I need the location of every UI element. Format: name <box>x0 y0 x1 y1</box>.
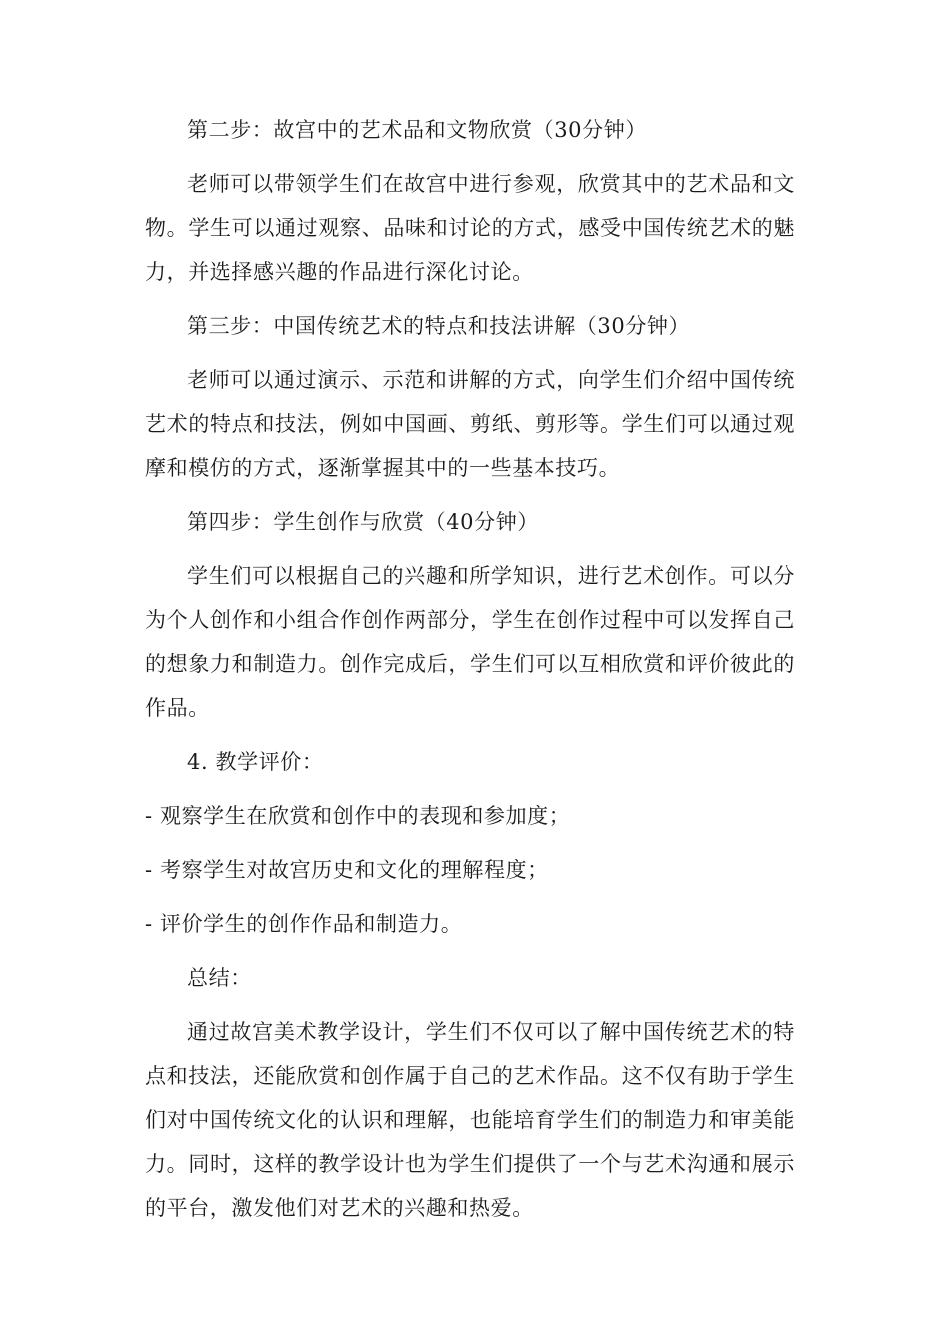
summary-heading: 总结： <box>187 966 252 990</box>
step-two-heading: 第二步：故宫中的艺术品和文物欣赏（30分钟） <box>187 118 647 142</box>
step-three-paragraph: 老师可以通过演示、示范和讲解的方式，向学生们介绍中国传统艺术的特点和技法，例如中国画、剪纸、剪形等。学生们可以通过观摩和模仿的方式，逐渐掌握其中的一些基本技巧。 <box>145 368 795 480</box>
document-body <box>145 108 795 1240</box>
evaluation-heading: 4. 教学评价： <box>187 750 324 774</box>
step-four-heading: 第四步：学生创作与欣赏（40分钟） <box>187 510 539 534</box>
step-three-heading: 第三步：中国传统艺术的特点和技法讲解（30分钟） <box>187 314 691 338</box>
evaluation-item: - 考察学生对故宫历史和文化的理解程度； <box>145 858 549 882</box>
step-two-paragraph: 老师可以带领学生们在故宫中进行参观，欣赏其中的艺术品和文物。学生可以通过观察、品味和讨论的方式，感受中国传统艺术的魅力，并选择感兴趣的作品进行深化讨论。 <box>145 172 795 284</box>
summary-paragraph: 通过故宫美术教学设计，学生们不仅可以了解中国传统艺术的特点和技法，还能欣赏和创作属于自己的艺术作品。这不仅有助于学生们对中国传统文化的认识和理解，也能培育学生们的制造力和审美能力。同时，这样的教学设计也为学生们提供了一个与艺术沟通和展示的平台，激发他们对艺术的兴趣和热爱。 <box>145 1020 795 1220</box>
evaluation-item: - 观察学生在欣赏和创作中的表现和参加度； <box>145 804 571 828</box>
step-four-paragraph: 学生们可以根据自己的兴趣和所学知识，进行艺术创作。可以分为个人创作和小组合作创作两部分，学生在创作过程中可以发挥自己的想象力和制造力。创作完成后，学生们可以互相欣赏和评价彼此的作品。 <box>145 564 795 720</box>
evaluation-item: - 评价学生的创作作品和制造力。 <box>145 912 463 936</box>
